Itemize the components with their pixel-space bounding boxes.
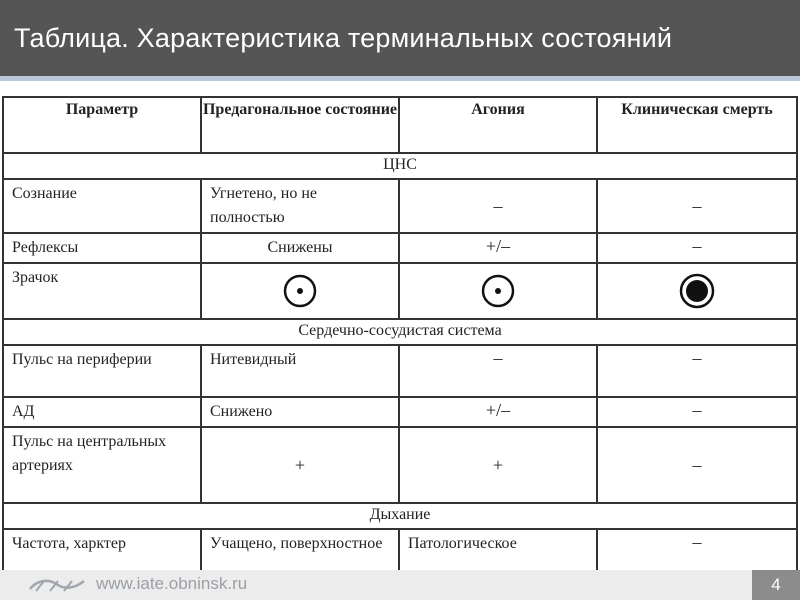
cell-agony: –	[399, 179, 597, 233]
dilated-pupil-icon	[678, 272, 716, 310]
section-row-cardio	[3, 319, 797, 345]
cell-clinical	[597, 263, 797, 319]
cell-param: Зрачок	[3, 263, 201, 319]
cell-preagonal: Нитевидный	[201, 345, 399, 397]
page-number: 4	[752, 570, 800, 600]
section-title-cns: ЦНС	[3, 153, 797, 179]
cell-agony	[399, 263, 597, 319]
cell-param: Сознание	[3, 179, 201, 233]
cell-clinical: –	[597, 427, 797, 503]
section-title-breath: Дыхание	[3, 503, 797, 529]
cell-preagonal: Учащено, поверхностное	[201, 529, 399, 581]
footer-bar	[0, 570, 800, 600]
cell-agony: +	[399, 427, 597, 503]
cell-preagonal	[201, 263, 399, 319]
table-row-consciousness	[3, 179, 797, 233]
cell-agony: +/–	[399, 233, 597, 263]
cell-agony: +/–	[399, 397, 597, 427]
cell-preagonal: Угнетено, но не полностью	[201, 179, 399, 233]
header-agony: Агония	[399, 97, 597, 153]
header-clinical-death: Клиническая смерть	[597, 97, 797, 153]
cell-param: Рефлексы	[3, 233, 201, 263]
narrow-pupil-icon	[282, 273, 318, 309]
table-row-central-pulse	[3, 427, 797, 503]
cell-param: Частота, харктер	[3, 529, 201, 581]
header-preagonal: Предагональное состояние	[201, 97, 399, 153]
table-row-blood-pressure	[3, 397, 797, 427]
cell-clinical: –	[597, 397, 797, 427]
section-title-cardio: Сердечно-сосудистая система	[3, 319, 797, 345]
header-parameter: Параметр	[3, 97, 201, 153]
terminal-states-table	[2, 96, 798, 582]
cell-preagonal: Снижено	[201, 397, 399, 427]
title-bar	[0, 0, 800, 76]
table-row-reflexes	[3, 233, 797, 263]
cell-clinical: –	[597, 233, 797, 263]
cell-param: АД	[3, 397, 201, 427]
cell-clinical: –	[597, 529, 797, 581]
cell-param: Пульс на центральных артериях	[3, 427, 201, 503]
narrow-pupil-icon	[480, 273, 516, 309]
footer-url-link[interactable]: www.iate.obninsk.ru	[96, 574, 248, 593]
cell-clinical: –	[597, 179, 797, 233]
table-row-pupil	[3, 263, 797, 319]
cell-preagonal: Снижены	[201, 233, 399, 263]
institute-logo-icon	[28, 577, 86, 593]
cell-preagonal: +	[201, 427, 399, 503]
cell-agony: –	[399, 345, 597, 397]
section-row-breath	[3, 503, 797, 529]
cell-agony: Патологическое	[399, 529, 597, 581]
table-container	[2, 96, 796, 582]
title-accent-line	[0, 76, 800, 81]
table-row-peripheral-pulse	[3, 345, 797, 397]
slide-title: Таблица. Характеристика терминальных состояний	[14, 22, 673, 53]
section-row-cns	[3, 153, 797, 179]
table-header-row	[3, 97, 797, 153]
cell-param: Пульс на периферии	[3, 345, 201, 397]
cell-clinical: –	[597, 345, 797, 397]
